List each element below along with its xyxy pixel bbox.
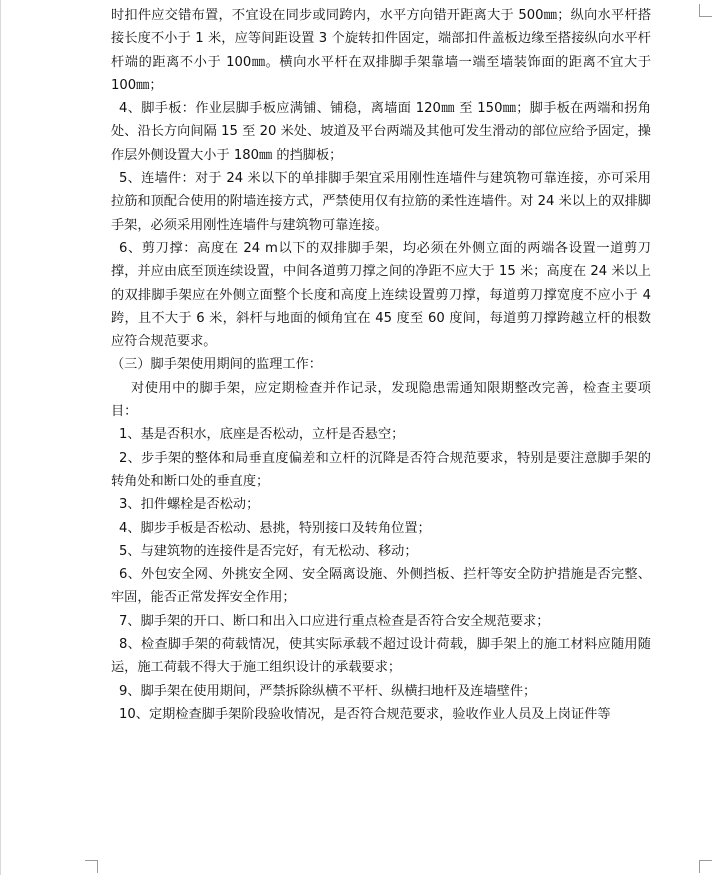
list-item-7: 7、脚手架的开口、断口和出入口应进行重点检查是否符合安全规范要求； (119, 613, 550, 629)
list-item-9: 9、脚手架在使用期间，严禁拆除纵横不平杆、纵横扫地杆及连墙壁件； (119, 683, 537, 699)
section-heading-supervision: （三）脚手架使用期间的监理工作： (111, 357, 322, 373)
paragraph-fastener-layout: 时扣件应交错布置，不宜设在同步或同跨内，水平方向错开距离大于 500㎜；纵向水平杆搭接长度不小于 1 米，应等间距设置 3 个旋转扣件固定，端部扣件盖板边缘至搭接纵向水平杆杆端的距离不小于 100㎜。横向水平杆在双排脚手架靠墙一端至墙装饰面的距离不宜大于 100㎜； (111, 8, 651, 93)
page-corner-mark-bottom-left (85, 860, 98, 873)
list-item-3: 3、扣件螺栓是否松动； (119, 497, 260, 513)
page-corner-mark-bottom-right (699, 860, 712, 873)
list-item-10: 10、定期检查脚手架阶段验收情况，是否符合规范要求，验收作业人员及上岗证件等 (119, 706, 611, 722)
list-item-4: 4、脚步手板是否松动、悬挑，特别接口及转角位置； (119, 520, 431, 536)
paragraph-wall-tie: 5、连墙件：对于 24 米以下的单排脚手架宜采用刚性连墙件与建筑物可靠连接，亦可采用拉筋和顶配合使用的附墙连接方式，严禁使用仅有拉筋的柔性连墙件。对 24 米以上的双排脚手架，必须采用刚性连墙件与建筑物可靠连接。 (111, 171, 651, 233)
list-item-2: 2、步手架的整体和局垂直度偏差和立杆的沉降是否符合规范要求，特别是要注意脚手架的转角处和断口处的垂直度； (111, 450, 651, 489)
document-body (111, 4, 651, 726)
paragraph-cross-bracing: 6、剪刀撑：高度在 24 m以下的双排脚手架，均必须在外侧立面的两端各设置一道剪刀撑，并应由底至顶连续设置，中间各道剪刀撑之间的净距不应大于 15 米；高度在 24 米以上的双排脚手架应在外侧立面整个长度和高度上连续设置剪刀撑，每道剪刀撑宽度不应小于 4 跨，且不大于 6 米，斜杆与地面的倾角宜在 45 度至 60 度间，每道剪刀撑跨越立杆的根数应符合规范要求。 (111, 240, 651, 350)
list-item-8: 8、检查脚手架的荷载情况，使其实际承载不超过设计荷载，脚手架上的施工材料应随用随运，施工荷载不得大于施工组织设计的承载要求； (111, 637, 651, 676)
paragraph-scaffold-board: 4、脚手板：作业层脚手板应满铺、铺稳，离墙面 120㎜ 至 150㎜；脚手板在两端和拐角处、沿长方向间隔 15 至 20 米处、坡道及平台两端及其他可发生滑动的部位应给予固定，操作层外侧设置大小于 180㎜ 的挡脚板； (111, 101, 651, 163)
list-item-6: 6、外包安全网、外挑安全网、安全隔离设施、外侧挡板、拦杆等安全防护措施是否完整、牢固，能否正常发挥安全作用； (111, 567, 651, 606)
page-corner-mark-top-right (699, 4, 712, 17)
paragraph-inspection-intro: 对使用中的脚手架，应定期检查并作记录，发现隐患需通知限期整改完善，检查主要项目： (111, 380, 651, 420)
list-item-1: 1、基是否积水，底座是否松动，立杆是否悬空； (119, 427, 405, 443)
list-item-5: 5、与建筑物的连接件是否完好，有无松动、移动； (119, 543, 418, 559)
